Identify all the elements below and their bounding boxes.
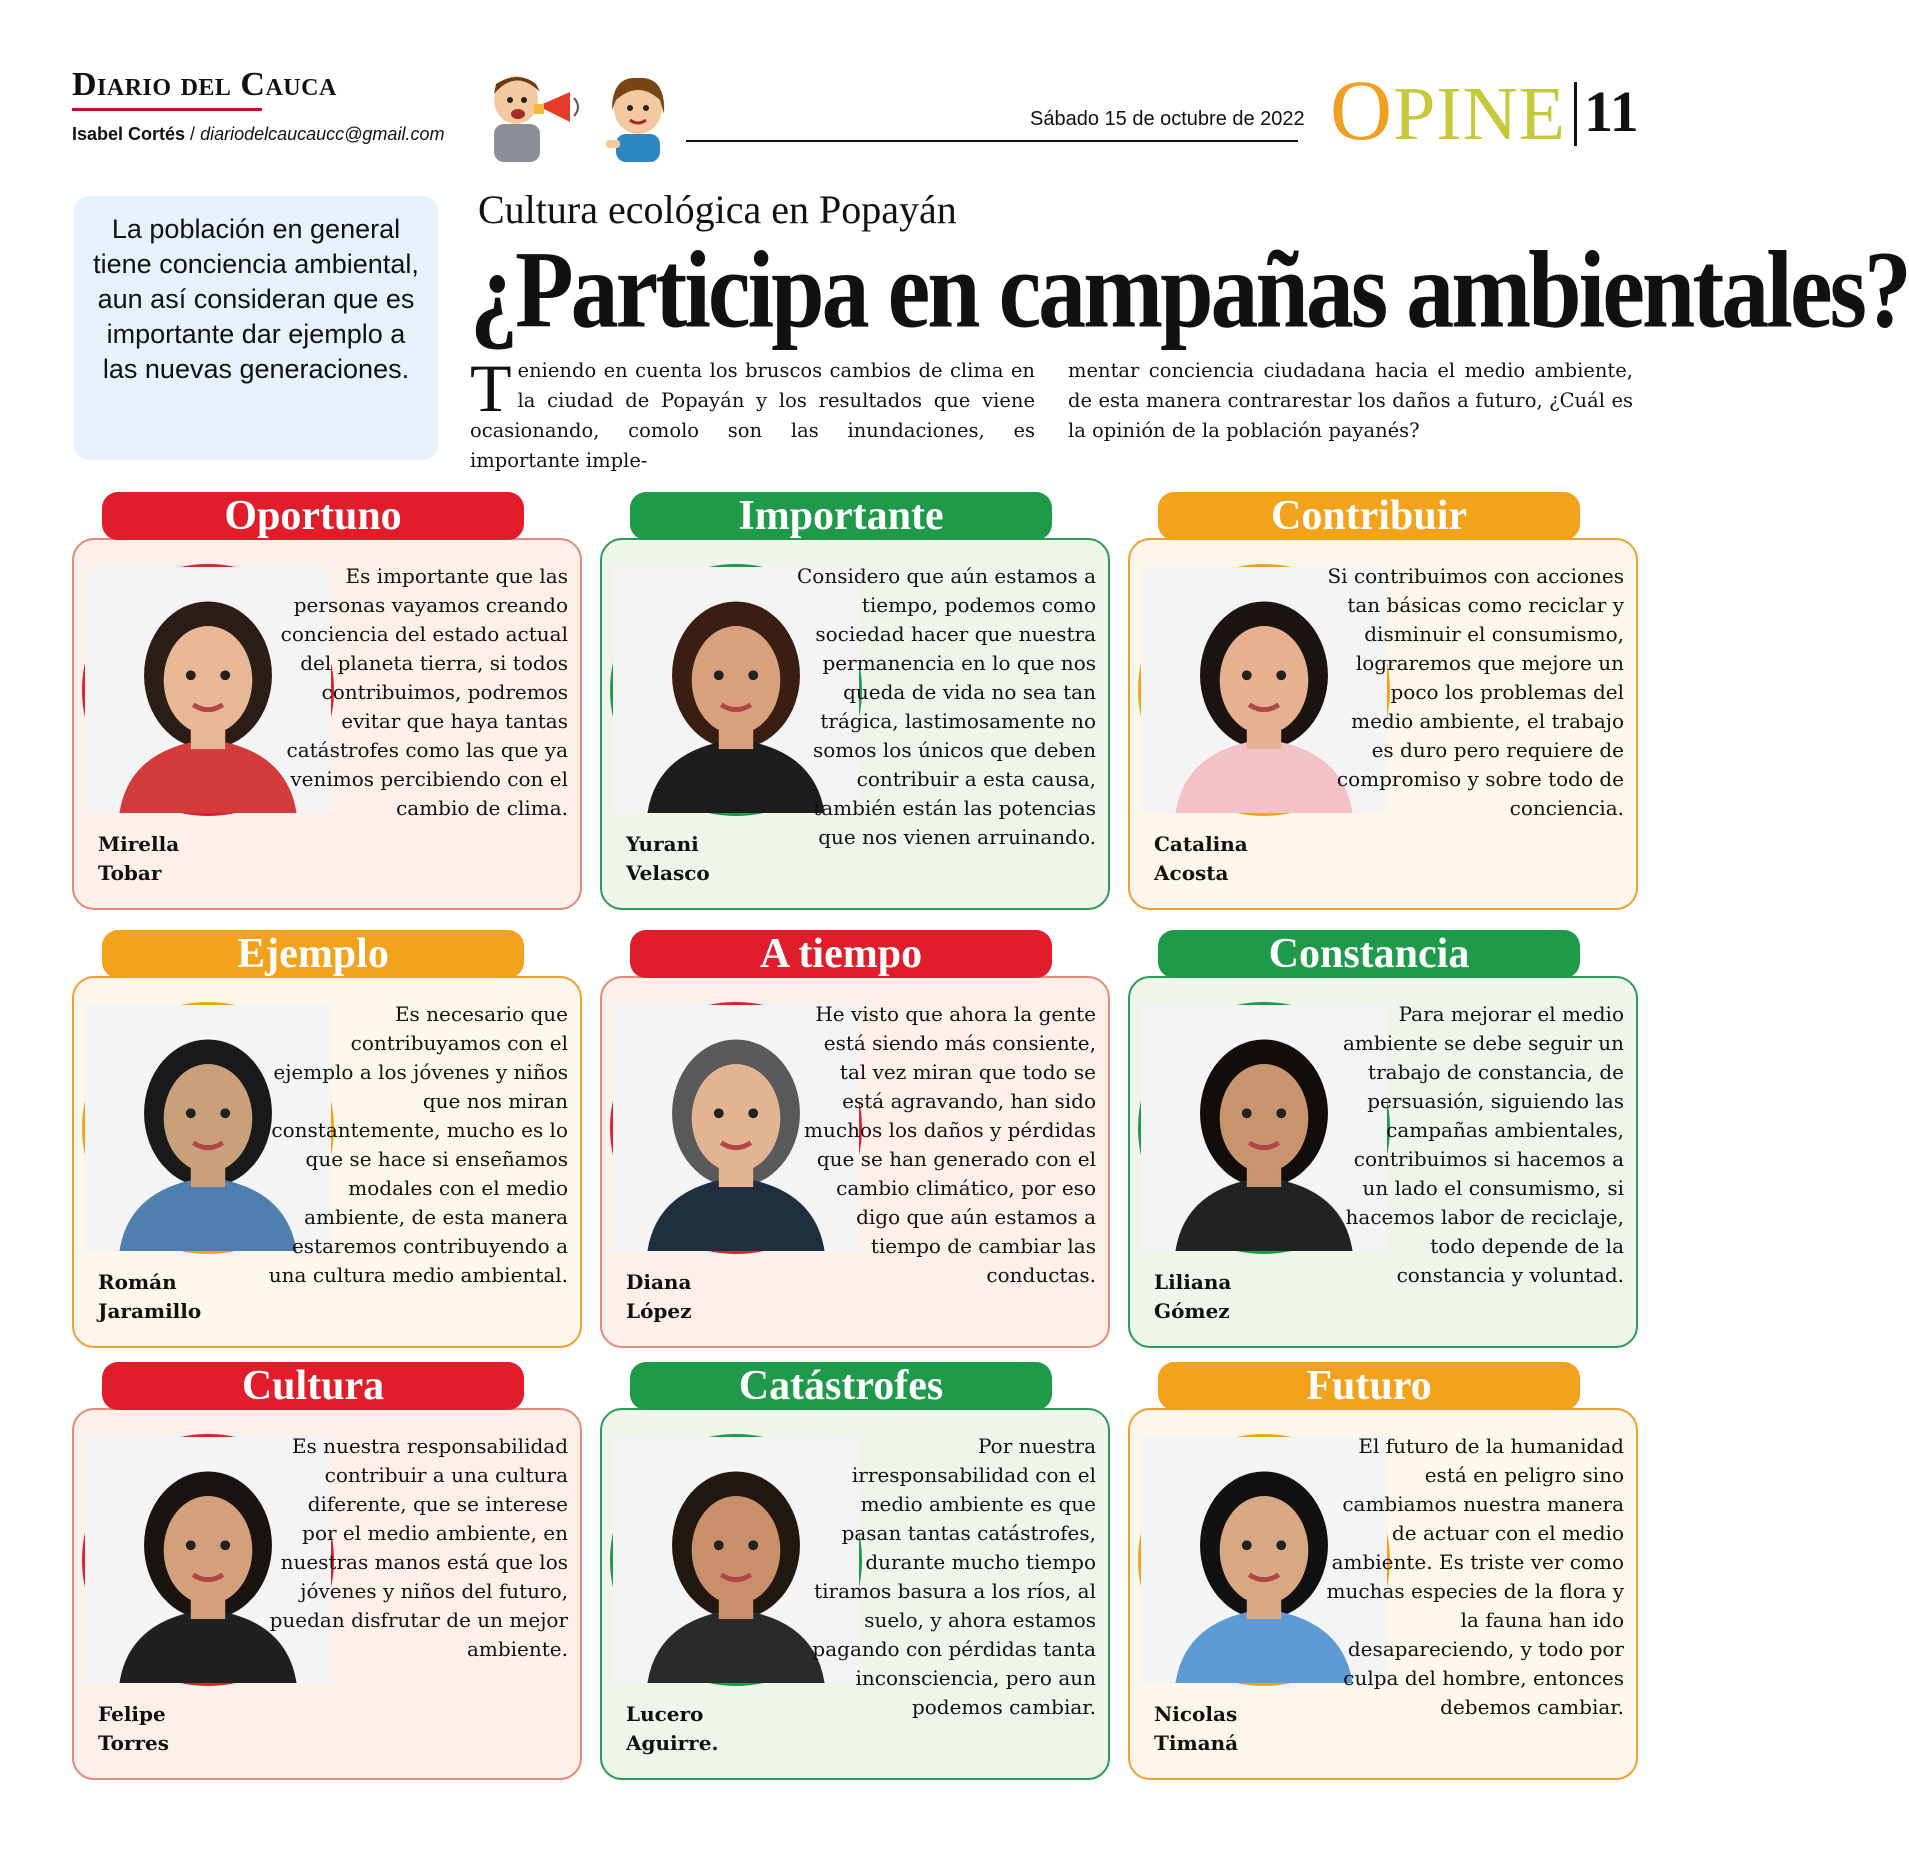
testimonial-text: El futuro de la humanidad está en peligro sino cambiamos nuestra manera de actuar con el medio ambiente. Es triste ver como muchas especies de la flora y la fauna han ido desapareciendo, y todo por culpa del hombre, entonces debemos cambiar. — [1326, 1434, 1624, 1719]
testimonial-card — [1128, 930, 1638, 1323]
page-number: 11 — [1584, 79, 1639, 144]
person-first-name: Catalina — [1154, 832, 1248, 856]
byline: Isabel Cortés / diariodelcaucaucc@gmail.com — [72, 124, 445, 144]
person-first-name: Diana — [626, 1270, 692, 1294]
card-title: Constancia — [1158, 930, 1580, 978]
masthead: Diario del Cauca — [72, 66, 337, 103]
person-first-name: Román — [98, 1270, 177, 1294]
card-title: A tiempo — [630, 930, 1052, 978]
testimonial-text: Es nuestra responsabilidad contribuir a una cultura diferente, que se interese por el medio ambiente, en nuestras manos está que los jóvenes y niños del futuro, puedan disfrutar de un mejor ambiente. — [269, 1434, 568, 1661]
card-title: Ejemplo — [102, 930, 524, 978]
person-last-name: Torres — [98, 1731, 169, 1755]
article-headline: ¿Participa en campañas ambientales? — [470, 227, 1909, 351]
person-last-name: Gómez — [1154, 1299, 1230, 1323]
testimonial-card — [72, 492, 582, 885]
testimonial-card — [1128, 1362, 1638, 1755]
testimonial-card — [1128, 492, 1638, 885]
testimonial-card — [600, 1362, 1110, 1755]
person-first-name: Liliana — [1154, 1270, 1232, 1294]
testimonial-text: Es importante que las personas vayamos creando conciencia del estado actual del planeta tierra, si todos contribuimos, podremos evitar que haya tantas catástrofes como las que ya venimos percibiendo con el cambio de clima. — [280, 564, 568, 820]
card-title: Catástrofes — [630, 1362, 1052, 1410]
testimonial-text: Si contribuimos con acciones tan básicas como reciclar y disminuir el consumismo, lograremos que mejore un poco los problemas del medio ambiente, el trabajo es duro pero requiere de compromiso y sobre todo de conciencia. — [1327, 564, 1624, 820]
lede-text-1: eniendo en cuenta los bruscos cambios de clima en la ciudad de Popayán y los resultados que viene ocasionando, comolo son las inundaciones, es importante imple- — [470, 359, 1035, 472]
card-title: Futuro — [1158, 1362, 1580, 1410]
author-name: Isabel Cortés — [72, 124, 186, 144]
testimonial-card — [72, 1362, 582, 1755]
person-last-name: Tobar — [98, 861, 162, 885]
testimonial-card — [72, 930, 582, 1323]
date-rule — [686, 140, 1298, 142]
section-logo — [1330, 60, 1566, 160]
masthead-rule — [72, 108, 262, 111]
testimonial-text: Por nuestra irresponsabilidad con el medio ambiente es que pasan tantas catástrofes, durante mucho tiempo tiramos basura a los ríos, al suelo, y ahora estamos pagando con pérdidas tanta inconsciencia, pero aun podemos cambiar. — [812, 1434, 1096, 1719]
megaphone-cartoon-illustration — [478, 70, 688, 162]
article-lede-column-1 — [470, 350, 1035, 476]
person-first-name: Felipe — [98, 1702, 166, 1726]
testimonial-text: He visto que ahora la gente está siendo más consiente, tal vez miran que todo se está agravando, han sido muchos los daños y pérdidas que se han generado con el cambio climático, por eso digo que aún estamos a tiempo de cambiar las conductas. — [804, 1002, 1096, 1287]
page-number-separator — [1574, 82, 1577, 146]
person-name — [98, 1268, 201, 1326]
card-title: Cultura — [102, 1362, 524, 1410]
article-kicker: Cultura ecológica en Popayán — [478, 187, 957, 232]
person-last-name: Aguirre. — [626, 1731, 719, 1755]
person-name — [626, 830, 710, 888]
section-logo-initial: O — [1330, 62, 1394, 158]
person-last-name: Acosta — [1154, 861, 1229, 885]
issue-date: Sábado 15 de octubre de 2022 — [1030, 108, 1305, 130]
person-name — [1154, 830, 1248, 888]
person-last-name: López — [626, 1299, 692, 1323]
testimonial-card — [600, 930, 1110, 1323]
section-logo-rest: PINE — [1393, 72, 1566, 156]
card-title: Contribuir — [1158, 492, 1580, 540]
author-email[interactable]: diariodelcaucaucc@gmail.com — [200, 124, 445, 144]
person-name — [626, 1268, 691, 1326]
article-lede-column-2: mentar conciencia ciudadana hacia el medio ambiente, de esta manera contrarestar los daños a futuro, ¿Cuál es la opinión de la población payanés? — [1068, 359, 1633, 442]
testimonial-text: Para mejorar el medio ambiente se debe seguir un trabajo de constancia, de persuasión, siguiendo las campañas ambientales, contribuimos si hacemos a un lado el consumismo, si hacemos labor de reciclaje, todo depende de la constancia y voluntad. — [1343, 1002, 1624, 1287]
drop-cap: T — [470, 350, 512, 426]
person-first-name: Lucero — [626, 1702, 704, 1726]
person-name — [98, 1700, 169, 1758]
card-title: Importante — [630, 492, 1052, 540]
card-title: Oportuno — [102, 492, 524, 540]
person-first-name: Yurani — [626, 832, 699, 856]
testimonial-text: Es necesario que contribuyamos con el ejemplo a los jóvenes y niños que nos miran constantemente, mucho es lo que se hace si enseñamos modales con el medio ambiente, de esta manera estaremos contribuyendo a una cultura medio ambiental. — [268, 1002, 568, 1287]
person-name — [98, 830, 179, 888]
testimonial-card — [600, 492, 1110, 885]
person-first-name: Nicolas — [1154, 1702, 1238, 1726]
person-last-name: Timaná — [1154, 1731, 1239, 1755]
person-name — [1154, 1268, 1231, 1326]
person-name — [626, 1700, 718, 1758]
person-last-name: Jaramillo — [98, 1299, 202, 1323]
testimonial-text: Considero que aún estamos a tiempo, podemos como sociedad hacer que nuestra permanencia en lo que nos queda de vida no sea tan trágica, lastimosamente no somos los únicos que deben contribuir a esta causa, también están las potencias que nos vienen arruinando. — [796, 564, 1096, 849]
person-first-name: Mirella — [98, 832, 180, 856]
person-name — [1154, 1700, 1238, 1758]
person-last-name: Velasco — [626, 861, 710, 885]
pull-quote-box: La población en general tiene conciencia ambiental, aun así consideran que es importante dar ejemplo a las nuevas generaciones. — [74, 196, 438, 460]
